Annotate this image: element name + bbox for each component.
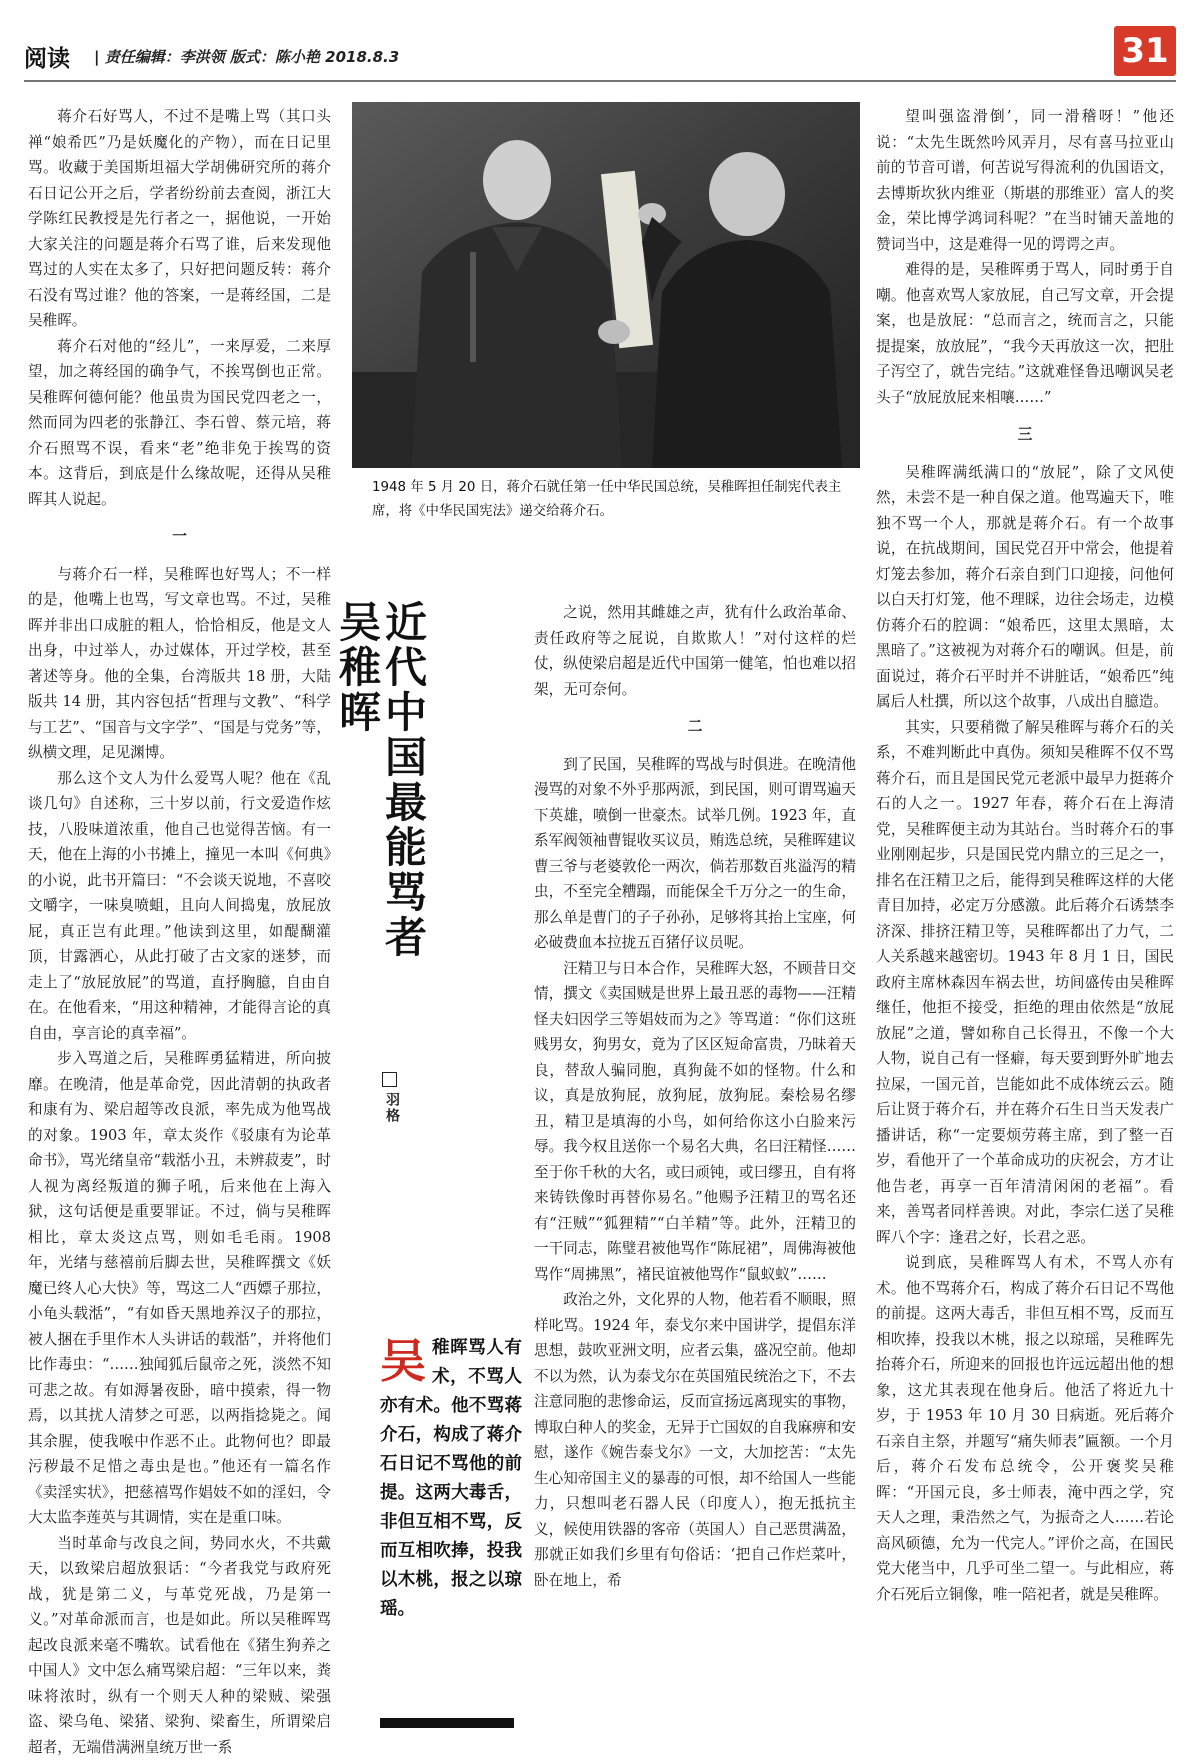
paragraph: 政治之外，文化界的人物，他若看不顺眼，照样叱骂。1924 年，泰戈尔来中国讲学，提倡东洋思想，鼓吹亚洲文明，应者云集，盛况空前。他却不以为然，认为泰戈尔在英国殖民统治之下，不去注意同胞的悲惨命运，反而宣扬远离现实的事物，博取白种人的奖金，无异于亡国奴的自我麻痹和安慰，遂作《婉告泰戈尔》一文，大加挖苦：“太先生心知帝国主义的暴毒的可恨，却不给国人一些能力，只想叫老石器人民（印度人），抱无抵抗主义，候使用铁器的客帝（英国人）自己恶贯满盈，那就正如我们乡里有句俗话：‘把自己作烂菜叶，卧在地上，希 [534, 1287, 856, 1593]
section-heading-2: 二 [534, 714, 856, 740]
article-column-right [876, 104, 1174, 1730]
section-heading-1: 一 [28, 524, 331, 550]
paragraph: 步入骂道之后，吴稚晖勇猛精进，所向披靡。在晚清，他是革命党，因此清朝的执政者和康有为、梁启超等改良派，率先成为他骂战的对象。1903 年，章太炎作《驳康有为论革命书》，骂光绪皇帝“载湉小丑，未辨菽麦”，时人视为离经叛道的狮子吼，后来他在上海入狱，这句话便是重要罪证。不过，倘与吴稚晖相比，章太炎这点骂，则如毛毛雨。1908 年，光绪与慈禧前后脚去世，吴稚晖撰文《妖魔已终人心大快》等，骂这二人“西嫖子那拉，小龟头载湉”，“有如昏天黑地养汉子的那拉，被人捆在手里作木人头讲话的载湉”，并将他们比作毒虫：“……独闻狐后鼠帝之死，淡然不知可悲之故。有如溽暑夜卧，暗中摸索，得一物焉，以其扰人清梦之可恶，以两指捻毙之。闻其余腥，使我喉中作恶不止。此物何也？即最污秽最不足惜之毒虫是也。”他还有一篇名作《卖淫实状》，把慈禧骂作娼妓不如的淫妇，令大太监李莲英与其调情，实在是重口味。 [28, 1046, 331, 1531]
paragraph: 难得的是，吴稚晖勇于骂人，同时勇于自嘲。他喜欢骂人家放屁，自己写文章，开会提案，也是放屁：“总而言之，统而言之，只能提提案，放放屁”，“我今天再放这一次，把肚子泻空了，就告完结。”这就难怪鲁迅嘲讽吴老头子“放屁放屁来相嚷……” [876, 257, 1174, 410]
article-column-left [28, 104, 331, 1730]
paragraph: 之说，然用其雌雄之声，犹有什么政治革命、责任政府等之屁说，自欺欺人！”对付这样的烂仗，纵使梁启超是近代中国第一健笔，怕也难以招架，无可奈何。 [534, 600, 856, 702]
pull-quote-text: 稚晖骂人有术，不骂人亦有术。他不骂蒋介石，构成了蒋介石日记不骂他的前提。这两大毒舌，非但互相不骂，反而互相吹捧，投我以木桃，报之以琼瑶。 [380, 1338, 522, 1619]
header-rule [24, 80, 1176, 82]
paragraph: 当时革命与改良之间，势同水火，不共戴天，以致梁启超放狠话：“今者我党与政府死战，犹是第二义，与革党死战，乃是第一义。”对革命派而言，也是如此。所以吴稚晖骂起改良派来毫不嘴软。试看他在《猪生狗养之中国人》文中怎么痛骂梁启超：“三年以来，粪味将浓时，纵有一个则天人种的梁贼、梁强盗、梁乌龟、梁猪、梁狗、梁畜生，所谓梁启超者，无端借满洲皇统万世一系 [28, 1531, 331, 1760]
drop-cap: 吴 [380, 1336, 426, 1386]
editor-info: | 责任编辑：李洪领 版式：陈小艳 2018.8.3 [94, 46, 399, 67]
paragraph: 到了民国，吴稚晖的骂战与时俱进。在晚清他漫骂的对象不外乎那两派，到民国，则可谓骂遍天下英雄，喷倒一世豪杰。试举几例。1923 年，直系军阀领袖曹锟收买议员，贿选总统，吴稚晖建议曹三爷与老婆敦伦一两次，倘若那数百兆溢泻的精虫，不至完全糟蹋，而能保全千万分之一的生命，那么单是曹门的子子孙孙，足够将其抬上宝座，何必破费血本拉拢五百猪仔议员呢。 [534, 752, 856, 956]
pull-quote-bar [380, 1718, 514, 1728]
paragraph: 那么这个文人为什么爱骂人呢？他在《乱谈几句》自述称，三十岁以前，行文爱造作炫技，八股味道浓重，他自己也觉得苦恼。有一天，他在上海的小书摊上，撞见一本叫《何典》的小说，此书开篇曰：“不会谈天说地，不喜咬文嚼字，一味臭喷蛆，且向人间捣鬼，放屁放屁，真正岂有此理。”他读到这里，如醍醐灌顶，甘露洒心，从此打破了古文家的迷梦，而走上了“放屁放屁”的骂道，直抒胸臆，自由自在。在他看来，“用这种精神，才能得言论的真自由，享言论的真幸福”。 [28, 766, 331, 1047]
page-number-badge: 31 [1114, 26, 1176, 76]
author-marker [382, 1072, 397, 1087]
paragraph: 吴稚晖满纸满口的“放屁”，除了文风使然，未尝不是一种自保之道。他骂遍天下，唯独不骂一个人，那就是蒋介石。有一个故事说，在抗战期间，国民党召开中常会，他提着灯笼去参加，蒋介石亲自到门口迎接，问他何以白天打灯笼，他不理睬，边往会场走，边模仿蒋介石的腔调：“娘希匹，这里太黑暗，太黑暗了。”这被视为对蒋介石的嘲讽。但是，前面说过，蒋介石平时并不讲脏话，“娘希匹”纯属后人杜撰，所以这个故事，八成出自臆造。 [876, 460, 1174, 715]
author-name: 羽格 [380, 1092, 402, 1124]
paragraph: 汪精卫与日本合作，吴稚晖大怒，不顾昔日交情，撰文《卖国贼是世界上最丑恶的毒物——汪精怪夫妇因学三等娼妓而为之》等骂道：“你们这班贱男女，狗男女，竟为了区区短命富贵，乃昧着天良，替敌人骗同胞，真狗彘不如的怪物。什么和议，真是放狗屁，放狗屁，放狗屁。秦桧易名缪丑，精卫是填海的小鸟，如何给你这小白脸来污辱。我今权且送你一个易名大典，名曰汪精怪……至于你千秋的大名，或曰顽钝，或曰缪丑，自有将来铸铁像时再替你易名。”他赐予汪精卫的骂名还有“汪贼”“狐狸精”“白羊精”等。此外，汪精卫的一干同志，陈璧君被他骂作“陈屁裙”，周佛海被他骂作“周拂黑”，褚民谊被他骂作“鼠蚁蚁”…… [534, 956, 856, 1288]
section-heading-3: 三 [876, 422, 1174, 448]
article-title: 近代中国最能骂者吴稚晖 [350, 600, 426, 980]
page-header [24, 26, 1176, 74]
paragraph: 望叫强盗滑倒’，同一滑稽呀！”他还说：“太先生既然吟风弄月，尽有喜马拉亚山前的节音可谱，何苦说写得流利的仇国语文，去博斯坎狄内维亚（斯堪的那维亚）富人的奖金，荣比博学鸿词科呢？”在当时铺天盖地的赞词当中，这是难得一见的谔谔之声。 [876, 104, 1174, 257]
section-name: 阅读 [24, 40, 70, 73]
paragraph: 其实，只要稍微了解吴稚晖与蒋介石的关系，不难判断此中真伪。须知吴稚晖不仅不骂蒋介石，而且是国民党元老派中最早力挺蒋介石的人之一。1927 年春，蒋介石在上海清党，吴稚晖便主动为其站台。当时蒋介石的事业刚刚起步，只是国民党内鼎立的三足之一，排名在汪精卫之后，能得到吴稚晖这样的大佬青目加持，必定万分感激。此后蒋介石诱禁李济深、排挤汪精卫等，吴稚晖都出了力气，二人关系越来越密切。1943 年 8 月 1 日，国民政府主席林森因车祸去世，坊间盛传由吴稚晖继任，他拒不接受，拒绝的理由依然是“放屁放屁”之道，譬如称自己长得丑，不像一个大人物，说自己有一怪癖，每天要到野外旷地去拉屎，一国元首，岂能如此不成体统云云。随后让贤于蒋介石，并在蒋介石生日当天发表广播讲话，称“一定要烦劳蒋主席，到了整一百岁，看他开了一个革命成功的庆祝会，方才让他告老，再享一百年清清闲闲的老福”。看来，善骂者同样善谀。对此，李宗仁送了吴稚晖八个字：逢君之好，长君之恶。 [876, 715, 1174, 1251]
paragraph: 说到底，吴稚晖骂人有术，不骂人亦有术。他不骂蒋介石，构成了蒋介石日记不骂他的前提。这两大毒舌，非但互相不骂，反而互相吹捧，投我以木桃，报之以琼瑶，吴稚晖先抬蒋介石，所迎来的回报也许远远超出他的想象，这尤其表现在他身后。他活了将近九十岁，于 1953 年 10 月 30 日病逝。死后蒋介石亲自主祭，并题写“痛失师表”匾额。一个月后，蒋介石发布总统令，公开褒奖吴稚晖：“开国元良，多士师表，淹中西之学，究天人之理，秉浩然之气，为振奇之人……若论高风硕德，允为一代完人。”评价之高，在国民党大佬当中，几乎可坐二望一。与此相应，蒋介石死后立铜像，唯一陪祀者，就是吴稚晖。 [876, 1250, 1174, 1607]
paragraph: 与蒋介石一样，吴稚晖也好骂人；不一样的是，他嘴上也骂，写文章也骂。不过，吴稚晖并非出口成脏的粗人，恰恰相反，他是文人出身，中过举人，办过媒体，开过学校，甚至著述等身。他的全集，台湾版共 18 册，大陆版共 14 册，其内容包括“哲理与文教”、“科学与工艺”、“国音与文字学”、“国是与党务”等，纵横文理，足见渊博。 [28, 562, 331, 766]
historical-photo [352, 102, 860, 468]
photo-image [352, 102, 860, 468]
photo-caption: 1948 年 5 月 20 日，蒋介石就任第一任中华民国总统，吴稚晖担任制宪代表主席，将《中华民国宪法》递交给蒋介石。 [372, 476, 852, 524]
paragraph: 蒋介石对他的“经儿”，一来厚爱，二来厚望，加之蒋经国的确争气，不挨骂倒也正常。吴稚晖何德何能？他虽贵为国民党四老之一，然而同为四老的张静江、李石曾、蔡元培，蒋介石照骂不误，看来“老”绝非免于挨骂的资本。这背后，到底是什么缘故呢，还得从吴稚晖其人说起。 [28, 334, 331, 513]
pull-quote [380, 1334, 522, 1624]
article-column-middle [534, 600, 856, 1730]
paragraph: 蒋介石好骂人，不过不是嘴上骂（其口头禅“娘希匹”乃是妖魔化的产物），而在日记里骂。收藏于美国斯坦福大学胡佛研究所的蒋介石日记公开之后，学者纷纷前去查阅，浙江大学陈红民教授是先行者之一，据他说，一开始大家关注的问题是蒋介石骂了谁，后来发现他骂过的人实在太多了，只好把问题反转：蒋介石没有骂过谁？他的答案，一是蒋经国，二是吴稚晖。 [28, 104, 331, 334]
